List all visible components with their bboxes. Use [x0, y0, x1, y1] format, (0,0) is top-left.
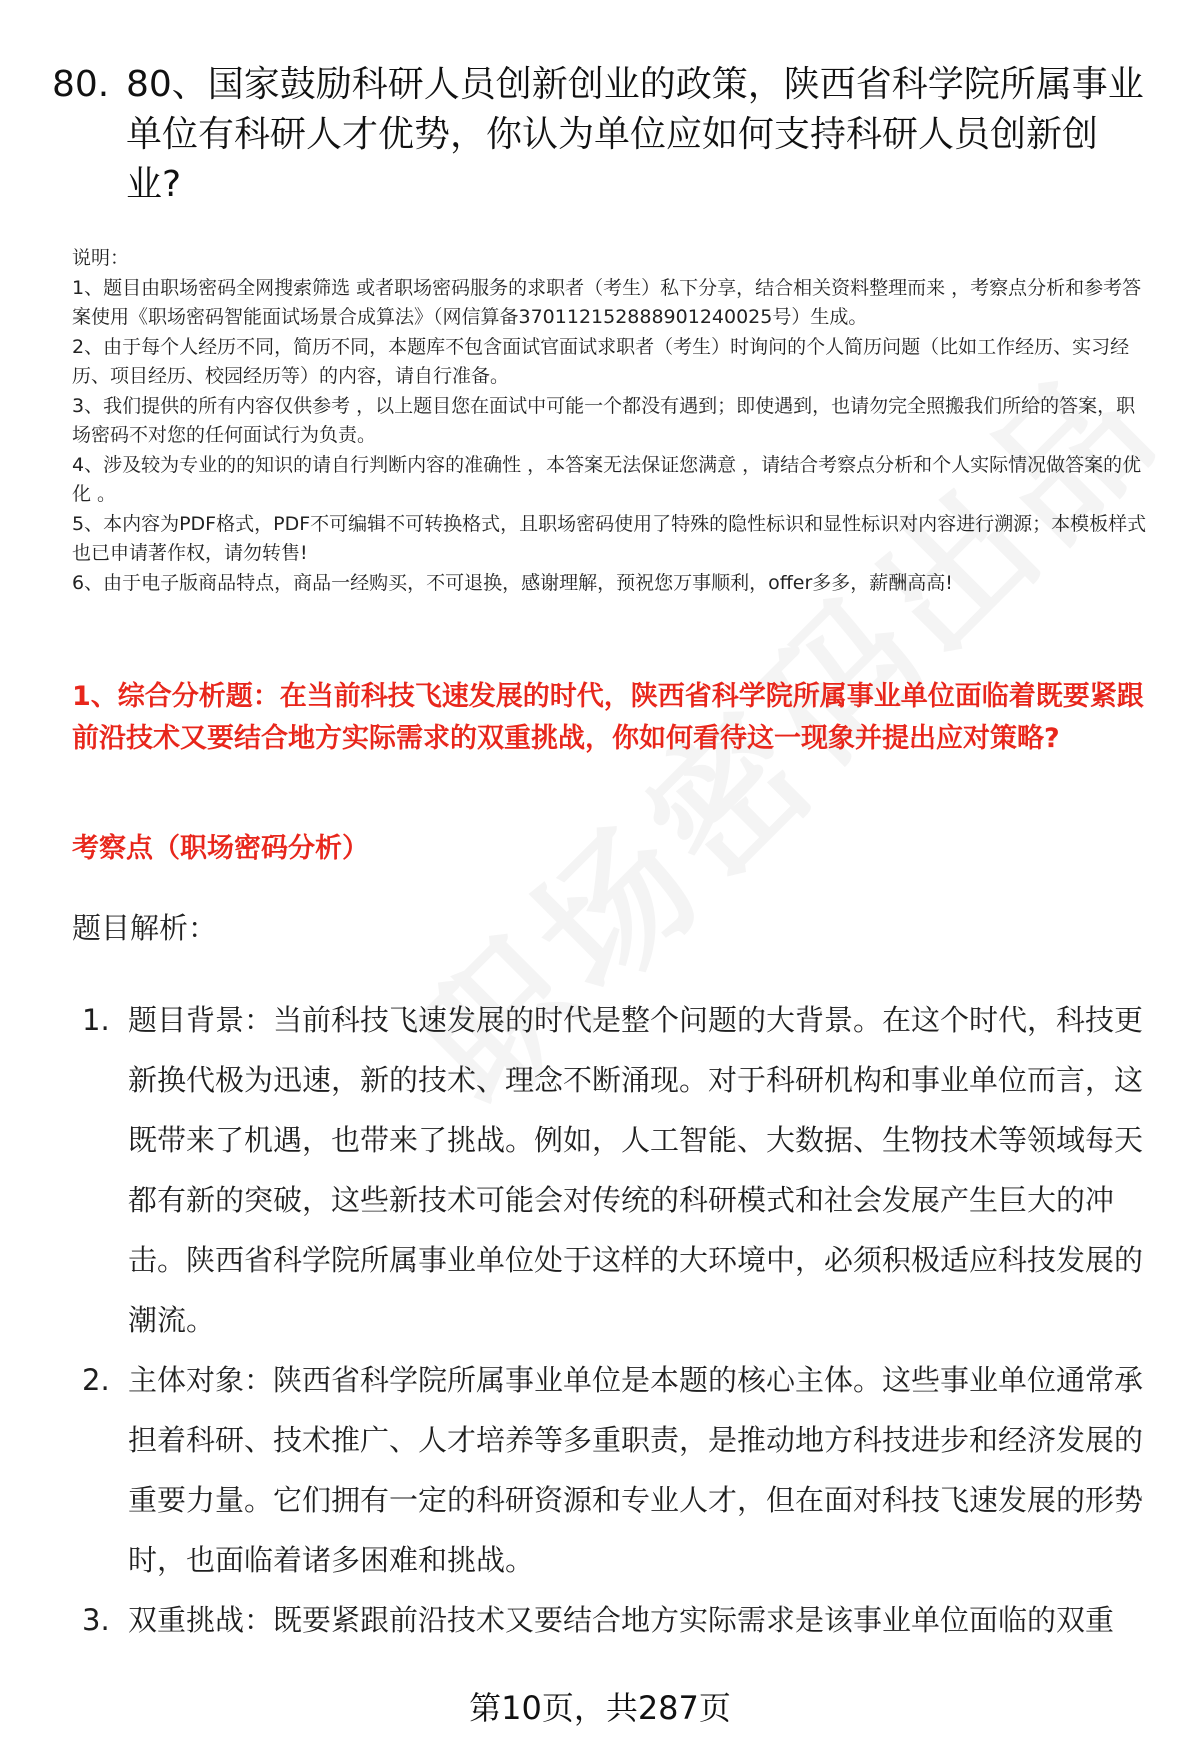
- notes-heading: 说明：: [72, 247, 130, 269]
- note-item: 2、由于每个人经历不同，简历不同，本题库不包含面试官面试求职者（考生）时询问的个人简历问题（比如工作经历、实习经历、项目经历、校园经历等）的内容，请自行准备。: [72, 335, 1130, 387]
- analysis-title: 题目解析：: [72, 911, 218, 945]
- notes-block: [72, 244, 1152, 598]
- note-item: 3、我们提供的所有内容仅供参考 ，以上题目您在面试中可能一个都没有遇到；即使遇到，也请勿完全照搬我们所给的答案，职场密码不对您的任何面试行为负责。: [72, 394, 1136, 446]
- analysis-item-number: 1.: [82, 1003, 110, 1037]
- note-item: 6、由于电子版商品特点，商品一经购买，不可退换，感谢理解，预祝您万事顺利，offer多多，薪酬高高!: [72, 571, 953, 594]
- page-footer: 第10页，共287页: [469, 1689, 731, 1727]
- note-item: 4、涉及较为专业的的知识的请自行判断内容的准确性 ，本答案无法保证您满意 ，请结合考察点分析和个人实际情况做答案的优化 。: [72, 453, 1142, 505]
- analysis-item-number: 2.: [82, 1363, 110, 1397]
- analysis-item-text: 题目背景：当前科技飞速发展的时代是整个问题的大背景。在这个时代，科技更新换代极为迅速，新的技术、理念不断涌现。对于科研机构和事业单位而言，这既带来了机遇，也带来了挑战。例如，人工智能、大数据、生物技术等领域每天都有新的突破，这些新技术可能会对传统的科研模式和社会发展产生巨大的冲击。陕西省科学院所属事业单位处于这样的大环境中，必须积极适应科技发展的潮流。: [128, 1003, 1144, 1337]
- analysis-item: [82, 1350, 1152, 1590]
- analysis-item-text: 双重挑战：既要紧跟前沿技术又要结合地方实际需求是该事业单位面临的双重: [128, 1603, 1115, 1637]
- sub-question: 1、综合分析题：在当前科技飞速发展的时代，陕西省科学院所属事业单位面临着既要紧跟前沿技术又要结合地方实际需求的双重挑战，你如何看待这一现象并提出应对策略?: [72, 681, 1144, 754]
- note-item: 1、题目由职场密码全网搜索筛选 或者职场密码服务的求职者（考生）私下分享，结合相关资料整理而来 ，考察点分析和参考答案使用《职场密码智能面试场景合成算法》（网信算备370112152888901240025号）生成。: [72, 276, 1142, 328]
- analysis-item: [82, 1590, 1152, 1650]
- question-text: 80、国家鼓励科研人员创新创业的政策，陕西省科学院所属事业单位有科研人才优势，你认为单位应如何支持科研人员创新创业?: [126, 64, 1144, 205]
- analysis-list: [82, 990, 1152, 1650]
- analysis-item-number: 3.: [82, 1603, 110, 1637]
- analysis-item: [82, 990, 1152, 1350]
- note-item: 5、本内容为PDF格式，PDF不可编辑不可转换格式，且职场密码使用了特殊的隐性标识和显性标识对内容进行溯源；本模板样式也已申请著作权，请勿转售!: [72, 512, 1147, 564]
- question-number: 80.: [52, 64, 110, 105]
- analysis-item-text: 主体对象：陕西省科学院所属事业单位是本题的核心主体。这些事业单位通常承担着科研、技术推广、人才培养等多重职责，是推动地方科技进步和经济发展的重要力量。它们拥有一定的科研资源和专业人才，但在面对科技飞速发展的形势时，也面临着诸多困难和挑战。: [128, 1363, 1144, 1577]
- exam-point-label: 考察点（职场密码分析）: [72, 833, 369, 864]
- question-heading: [52, 60, 1152, 210]
